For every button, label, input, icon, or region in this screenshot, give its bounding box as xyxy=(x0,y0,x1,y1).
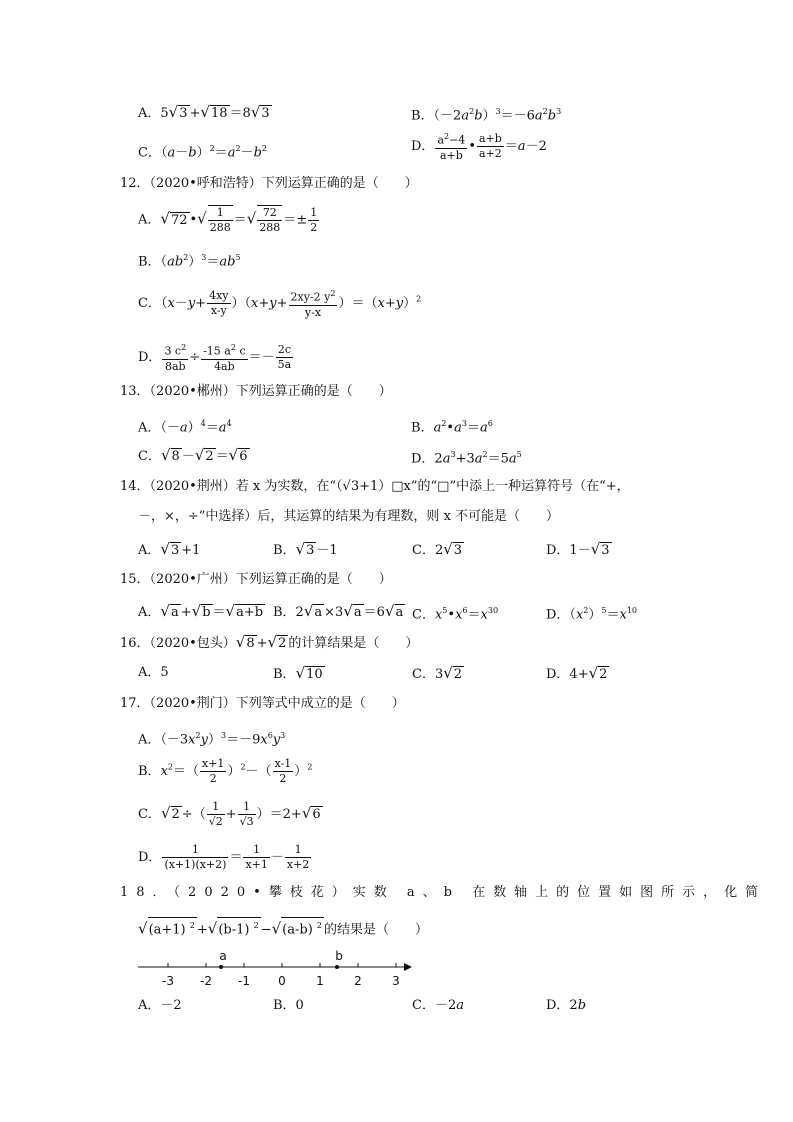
q15-option-a: A．√a +√b ＝√a+b xyxy=(138,602,264,620)
q13-option-b: B．$a^2•a^3=a^6$ xyxy=(411,419,493,436)
q16-option-d: D．4+√2 xyxy=(546,664,608,682)
q18-option-a: A．－2 xyxy=(138,998,182,1013)
q11-option-a: A．5√3 +√18 ＝8√3 xyxy=(138,103,270,121)
point-b-label: b xyxy=(335,949,343,963)
q17-stem: 17．（2020•荆门）下列等式中成立的是（ ） xyxy=(120,696,405,711)
number-line xyxy=(130,945,430,990)
q18-option-d: D．2b xyxy=(546,998,587,1013)
point-b-dot xyxy=(335,965,339,969)
q16-stem: 16．（2020•包头）√8 +√2 的计算结果是（ ） xyxy=(120,633,419,651)
q13-option-a: A．$(-a)^4=a^4$ xyxy=(138,419,232,436)
tick-label-neg2: -2 xyxy=(200,974,212,988)
q13-option-d: D．$2a^3+3a^2=5a^5$ xyxy=(411,450,522,467)
q16-option-c: C．3√2 xyxy=(412,664,463,682)
q17-option-a: A．$(-3x^2y)^3=-9x^6y^3$ xyxy=(138,731,286,748)
q15-stem: 15．（2020•广州）下列运算正确的是（ ） xyxy=(120,572,392,587)
q15-option-c: C．$x^5•x^6=x^{30}$ xyxy=(412,606,499,623)
q14-stem-line2: －，×，÷”中选择）后，其运算的结果为有理数，则 x 不可能是（ ） xyxy=(138,509,560,524)
q17-option-b: B．$x^2=$（ $\frac{x+1}{2}$ ）$^2$－（ $\frac{x-1}{2}$ ）$^2$ xyxy=(138,757,313,785)
q12-option-b: B．$(ab^2)^3=ab^5$ xyxy=(138,253,241,270)
number-line-ticks xyxy=(168,963,396,967)
tick-label-3: 3 xyxy=(392,974,400,988)
q12-option-d: D． $\frac{3 c^2}{8ab}$ ÷ $\frac{-15 a^2 c}{4ab}$ ＝－ $\frac{2c}{5a}$ xyxy=(138,342,292,373)
q15-option-b: B．2√a ×3√a ＝6√a xyxy=(273,602,404,620)
q18-option-c: C．－2a xyxy=(412,998,464,1013)
q18-option-b: B．0 xyxy=(273,998,304,1013)
q14-option-a: A．√3 +1 xyxy=(138,540,201,558)
q17-option-d: D． $\frac{1}{(x+1)(x+2)}$ ＝ $\frac{1}{x+1}$ － $\frac{1}{x+2}$ xyxy=(138,843,310,871)
tick-label-1: 1 xyxy=(316,974,324,988)
q13-option-c: C．√8 －√2 ＝√6 xyxy=(138,446,248,464)
number-line-arrow xyxy=(404,963,412,971)
q12-option-a: A．√72 •√ $\frac{1}{288}$ ＝√ $\frac{72}{288}$ ＝± $\frac{1}{2}$ xyxy=(138,205,318,234)
q18-stem-line2: √(a+1) $^2$ +√(b-1) $^2$ −√(a-b) $^2$ 的结果是（ ） xyxy=(138,917,428,939)
q17-option-c: C．√2 ÷（ $\frac{1}{√2}$ + $\frac{1}{√3}$ ）＝2+√6 xyxy=(138,800,321,828)
point-a-label: a xyxy=(219,949,227,963)
tick-label-neg3: -3 xyxy=(162,974,174,988)
q16-option-a: A．5 xyxy=(138,665,169,680)
q13-stem: 13．（2020•郴州）下列运算正确的是（ ） xyxy=(120,384,392,399)
q14-option-c: C．2√3 xyxy=(412,540,463,558)
q12-option-c: C．（x－y+ $\frac{4xy}{x-y}$ ）（x+y+ $\frac{2xy-2 y^2}{y-x}$ ）$=(x+y)^2$ xyxy=(138,288,422,319)
q11-option-b: B．$(-2a^2b)^3=-6a^2b^3$ xyxy=(411,107,562,124)
q12-stem: 12．（2020•呼和浩特）下列运算正确的是（ ） xyxy=(120,176,418,191)
q11-option-d: D． $\frac{a^2-4}{a+b}$ • $\frac{a+b}{a+2}$ ＝a－2 xyxy=(411,131,547,162)
q11-option-c: C．$(a-b)^2=a^2-b^2$ xyxy=(138,144,267,161)
q14-stem-line1: 14．（2020•荆州）若 x 为实数，在“（√3+1）□x”的“□”中添上一种运算符号（在“+， xyxy=(120,479,630,494)
q16-option-b: B．√10 xyxy=(273,664,323,682)
point-a-dot xyxy=(219,965,223,969)
tick-label-0: 0 xyxy=(278,974,286,988)
q18-stem-line1: 18．（2020•攀枝花）实数 a、b 在数轴上的位置如图所示，化简 xyxy=(120,885,767,900)
tick-label-neg1: -1 xyxy=(238,974,250,988)
q14-option-b: B．√3 －1 xyxy=(273,540,338,558)
q14-option-d: D．1－√3 xyxy=(546,540,610,558)
q15-option-d: D．$(x^2)^5=x^{10}$ xyxy=(546,606,638,623)
tick-label-2: 2 xyxy=(354,974,362,988)
